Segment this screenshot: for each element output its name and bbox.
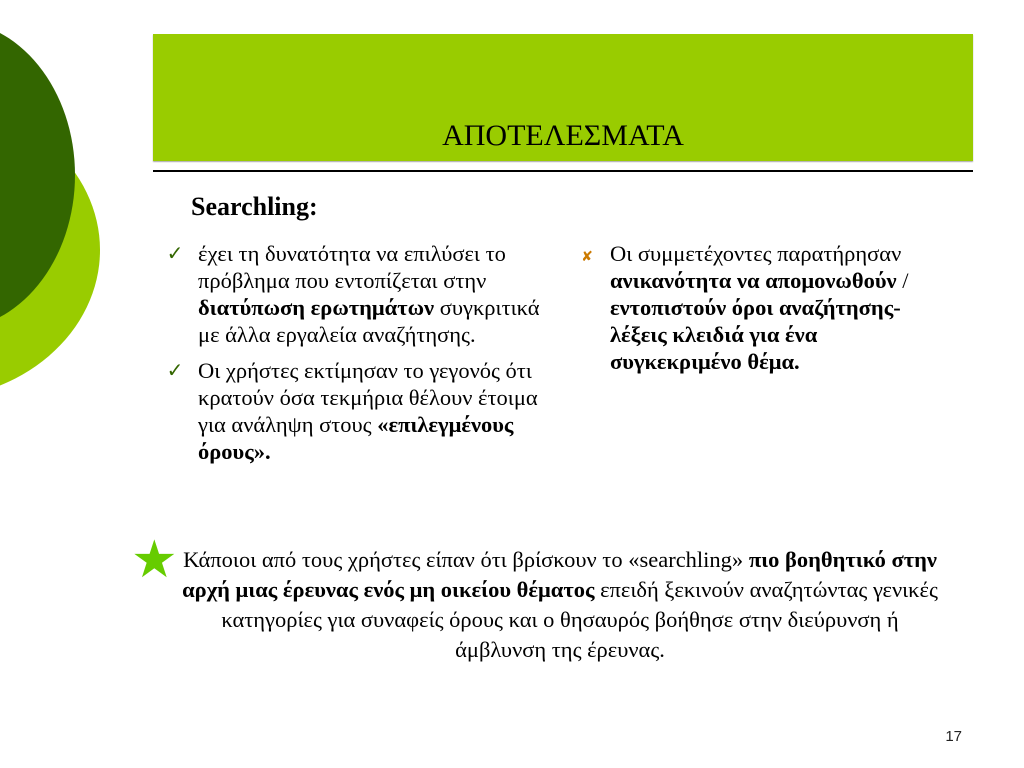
bullet-text: συγκριτικά με άλλα εργαλεία αναζήτησης. [198,295,540,347]
slide-title: ΑΠΟΤΕΛΕΣΜΑΤΑ [442,119,684,152]
star-icon: ★ [131,530,178,590]
bullet-bold-text: ανικανότητα να απομονωθούν [610,268,897,293]
bullet-item [160,357,540,465]
bullet-item [160,240,540,348]
bullet-bold-text: εντοπιστούν όροι αναζήτησης-λέξεις κλειδιά για ένα συγκεκριμένο θέμα. [610,295,901,374]
right-bullet-list [572,240,942,375]
conclusion-text: Κάποιοι από τους χρήστες είπαν ότι βρίσκουν το «searchling» [183,547,749,572]
bullet-text: / [896,268,909,293]
check-icon: ✓ [166,358,184,382]
left-bullet-list [160,240,540,465]
slide-subtitle: Searchling: [191,192,318,221]
conclusion-paragraph [180,545,940,665]
bullet-bold-text: «επιλεγμένους όρους». [198,412,514,464]
bullet-text: έχει τη δυνατότητα να επιλύσει το πρόβλημα που εντοπίζεται στην [198,241,506,293]
check-icon: ✓ [166,241,184,265]
conclusion-text: επειδή ξεκινούν αναζητώντας γενικές κατηγορίες για συναφείς όρους και ο θησαυρός βοήθησε στην διεύρυνση ή άμβλυνση της έρευνας. [221,577,938,662]
conclusion-bold-text: πιο βοηθητικό στην αρχή μιας έρευνας ενός μη οικείου θέματος [182,547,937,602]
bullet-text: Οι συμμετέχοντες παρατήρησαν [610,241,902,266]
bullet-text: Οι χρήστες εκτίμησαν το γεγονός ότι κρατούν όσα τεκμήρια θέλουν έτοιμα για ανάληψη στους [198,358,538,437]
cross-icon: ✘ [581,249,593,265]
title-divider [153,170,973,172]
bullet-bold-text: διατύπωση ερωτημάτων [198,295,435,320]
page-number: 17 [945,728,962,745]
bullet-item [572,240,942,375]
